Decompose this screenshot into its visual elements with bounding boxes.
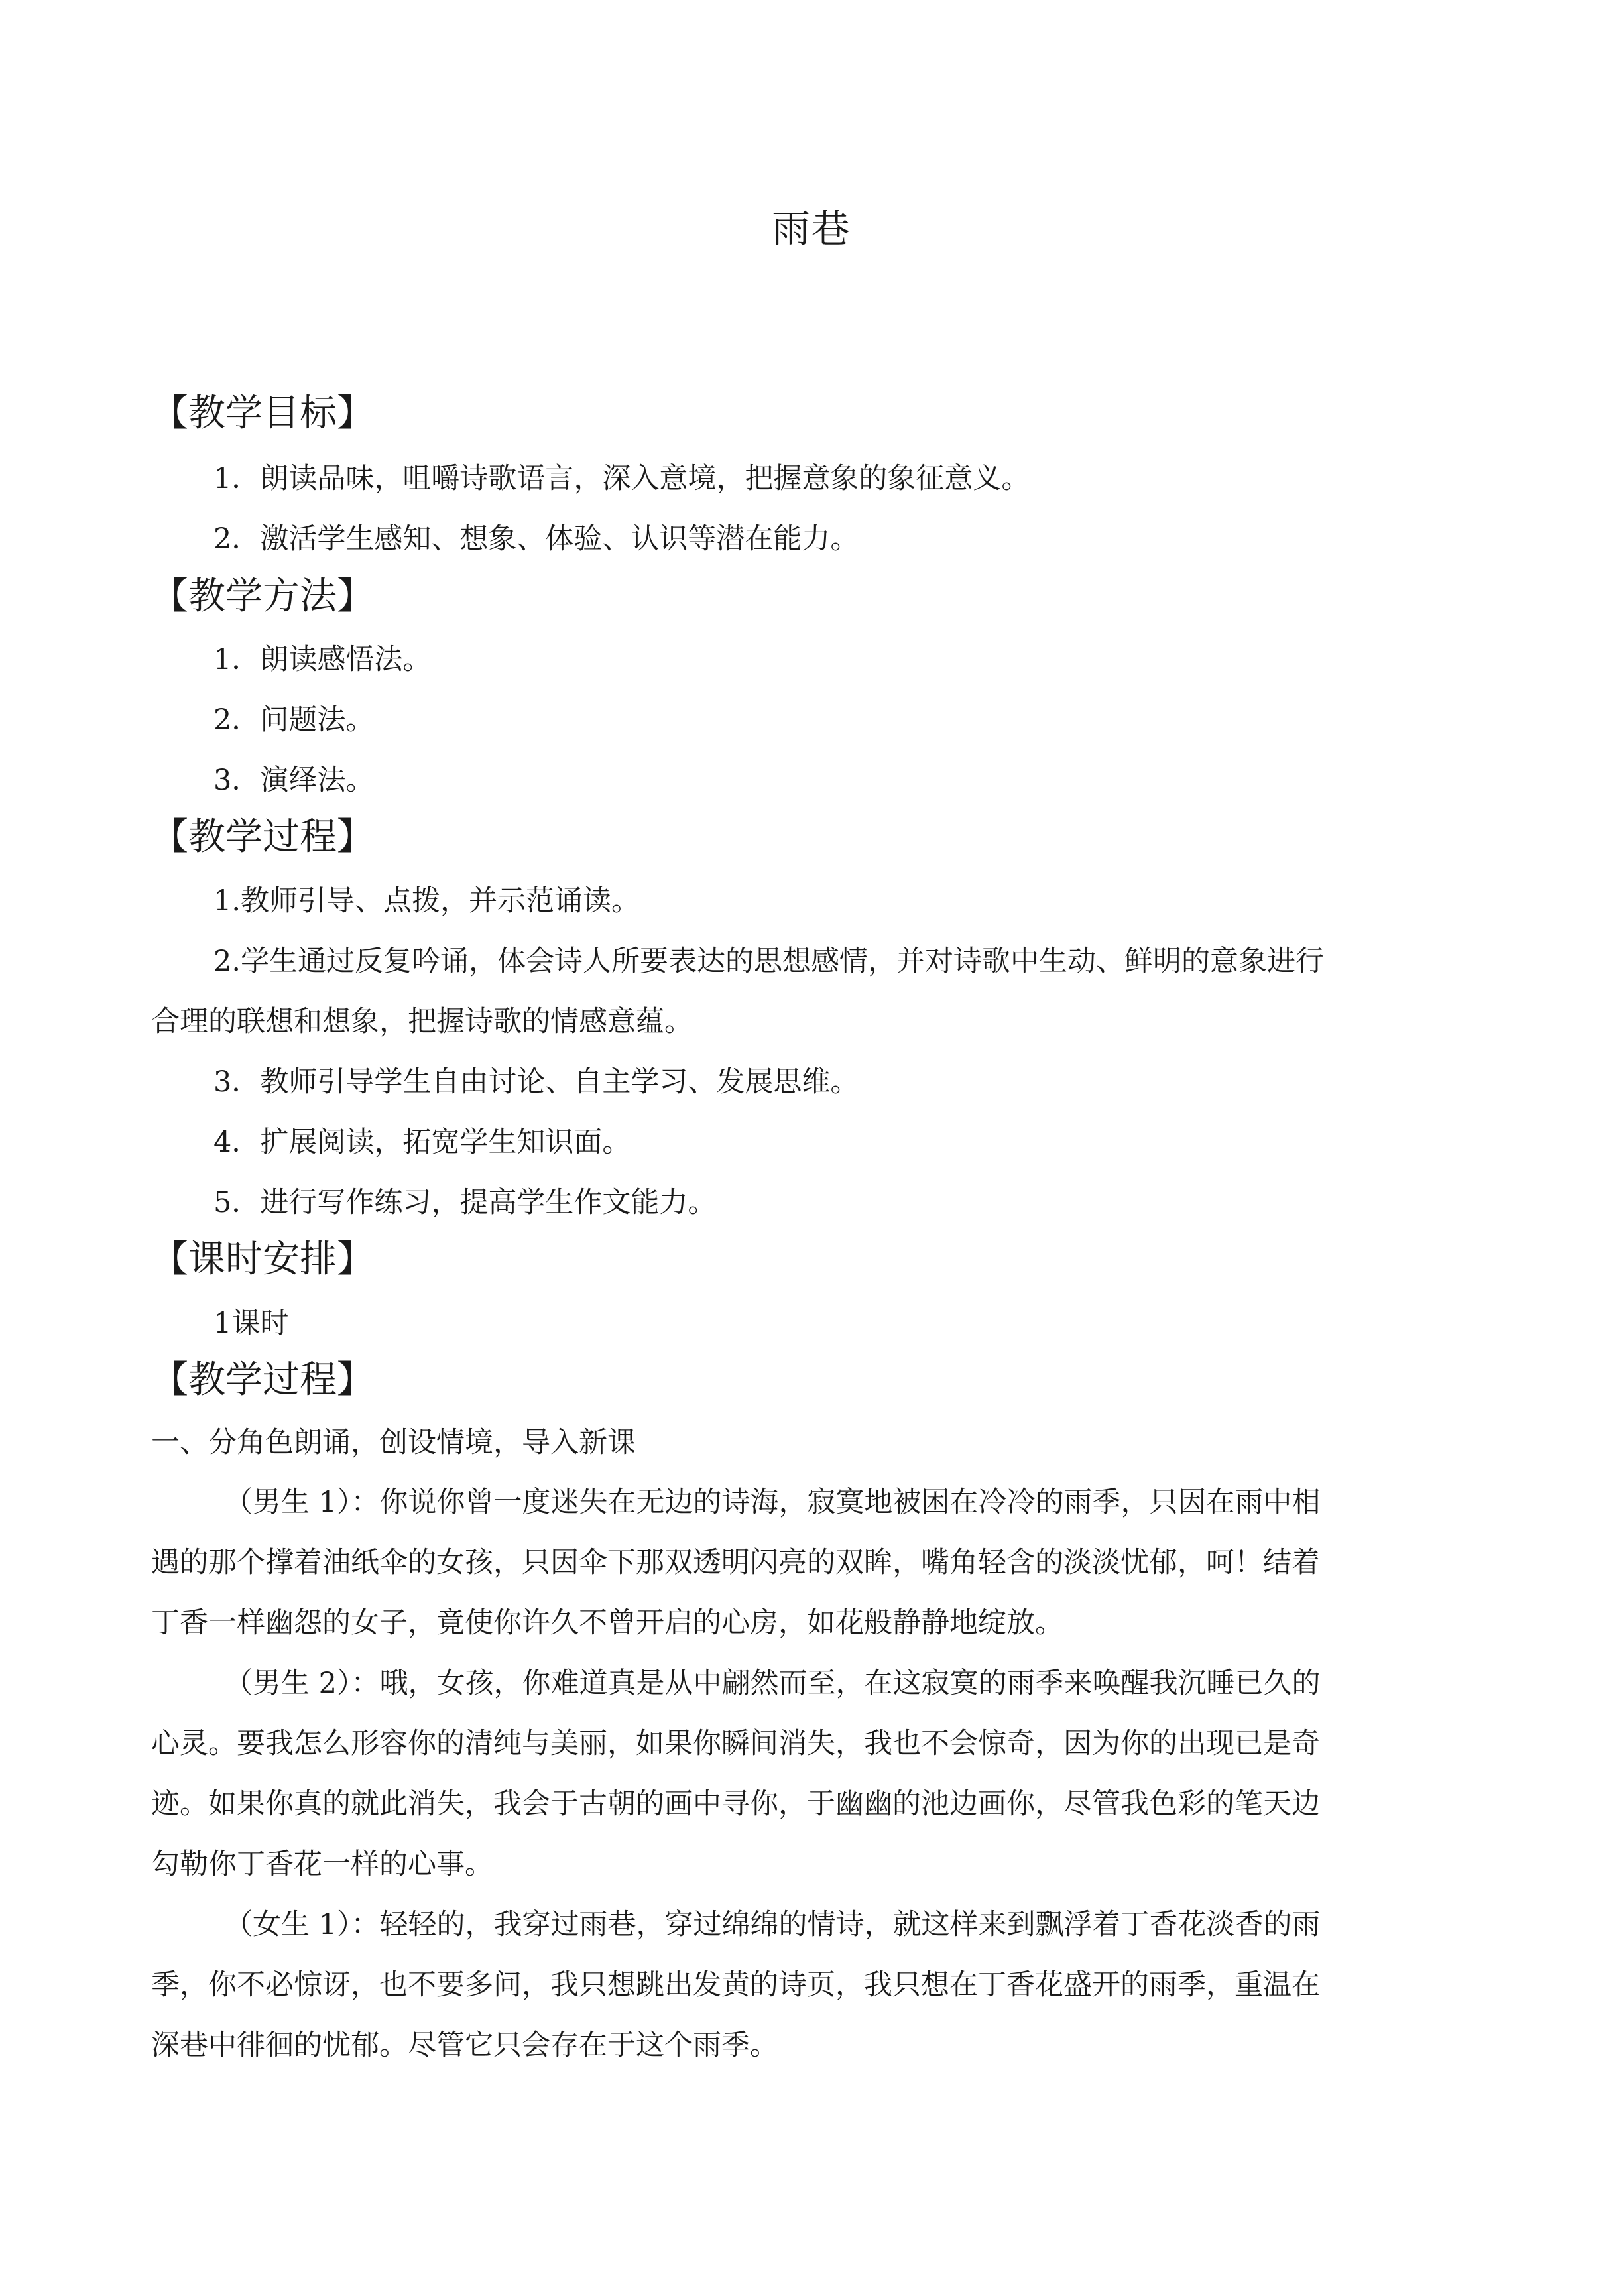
process-overview-heading: 【教学过程】 [151, 816, 374, 859]
male1-line-3: 丁香一样幽怨的女子，竟使你许久不曾开启的心房，如花般静静地绽放。 [151, 1606, 1063, 1640]
objectives-heading: 【教学目标】 [151, 392, 374, 435]
method-item-1: 1．朗读感悟法。 [213, 643, 432, 676]
female1-line-2: 季，你不必惊讶，也不要多问，我只想跳出发黄的诗页，我只想在丁香花盛开的雨季，重温在 [151, 1968, 1320, 2002]
male2-line-3: 迹。如果你真的就此消失，我会于古朝的画中寻你，于幽幽的池边画你，尽管我色彩的笔天边 [151, 1787, 1320, 1821]
section-1-title: 一、分角色朗诵，创设情境，导入新课 [151, 1426, 636, 1459]
process-overview-item-1: 1.教师引导、点拨，并示范诵读。 [213, 884, 640, 918]
schedule-value: 1课时 [213, 1307, 289, 1340]
process-heading: 【教学过程】 [151, 1359, 374, 1402]
male1-line-2: 遇的那个撑着油纸伞的女孩，只因伞下那双透明闪亮的双眸，嘴角轻含的淡淡忧郁，呵！结着 [151, 1546, 1320, 1579]
male2-line-1: （男生 2）：哦，女孩，你难道真是从中翩然而至，在这寂寞的雨季来唤醒我沉睡已久的 [224, 1667, 1321, 1700]
process-overview-item-4: 4．扩展阅读，拓宽学生知识面。 [213, 1126, 631, 1159]
process-overview-item-2: 2.学生通过反复吟诵，体会诗人所要表达的思想感情，并对诗歌中生动、鲜明的意象进行 [213, 945, 1325, 978]
process-overview-item-2-cont: 合理的联想和想象，把握诗歌的情感意蕴。 [151, 1005, 693, 1038]
process-overview-item-3: 3．教师引导学生自由讨论、自主学习、发展思维。 [213, 1065, 859, 1099]
page-title: 雨巷 [771, 206, 851, 251]
male2-line-2: 心灵。要我怎么形容你的清纯与美丽，如果你瞬间消失，我也不会惊奇，因为你的出现已是奇 [151, 1727, 1320, 1760]
male1-line-1: （男生 1）：你说你曾一度迷失在无边的诗海，寂寞地被困在冷冷的雨季，只因在雨中相 [224, 1486, 1321, 1519]
process-overview-item-5: 5．进行写作练习，提高学生作文能力。 [213, 1186, 717, 1219]
female1-line-1: （女生 1）：轻轻的，我穿过雨巷，穿过绵绵的情诗，就这样来到飘浮着丁香花淡香的雨 [224, 1908, 1321, 1941]
objective-item-2: 2．激活学生感知、想象、体验、认识等潜在能力。 [213, 522, 859, 556]
method-item-2: 2．问题法。 [213, 703, 375, 737]
method-item-3: 3．演绎法。 [213, 764, 375, 797]
male2-line-4: 勾勒你丁香花一样的心事。 [151, 1848, 493, 1881]
schedule-heading: 【课时安排】 [151, 1238, 374, 1281]
methods-heading: 【教学方法】 [151, 575, 374, 618]
female1-line-3: 深巷中徘徊的忧郁。尽管它只会存在于这个雨季。 [151, 2029, 778, 2062]
objective-item-1: 1．朗读品味，咀嚼诗歌语言，深入意境，把握意象的象征意义。 [213, 462, 1030, 495]
